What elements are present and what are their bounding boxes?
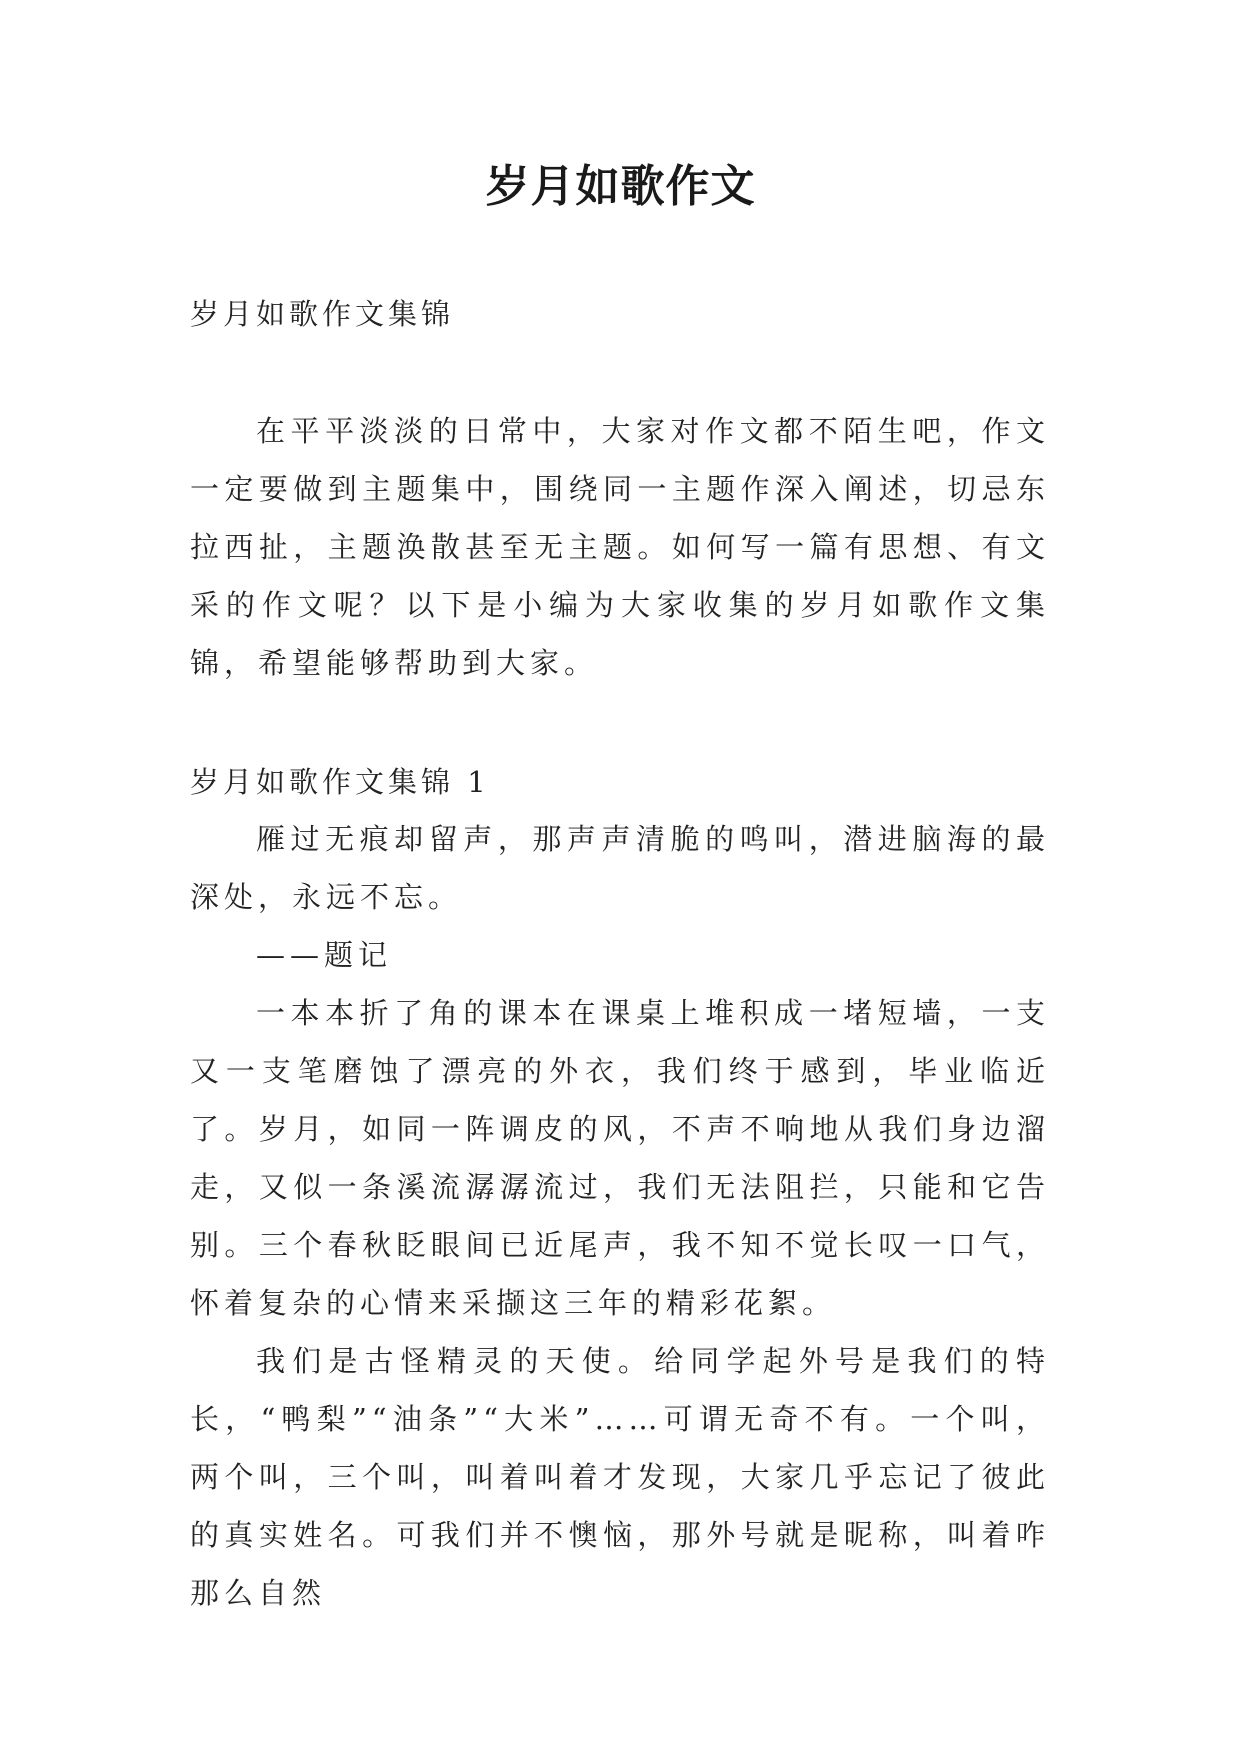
- section-heading: 岁月如歌作文集锦 1: [190, 765, 490, 799]
- document-subtitle: 岁月如歌作文集锦: [190, 297, 455, 331]
- body-paragraph: 一本本折了角的课本在课桌上堆积成一堵短墙，一支又一支笔磨蚀了漂亮的外衣，我们终于感到，毕业临近了。岁月，如同一阵调皮的风，不声不响地从我们身边溜走，又似一条溪流潺潺流过，我们无法阻拦，只能和它告别。三个春秋眨眼间已近尾声，我不知不觉长叹一口气，怀着复杂的心情来采撷这三年的精彩花絮。: [190, 996, 1050, 1320]
- document-title: 岁月如歌作文: [485, 161, 756, 212]
- section-body: [190, 810, 1050, 1622]
- intro-block: [190, 402, 1050, 692]
- intro-paragraph: 在平平淡淡的日常中，大家对作文都不陌生吧，作文一定要做到主题集中，围绕同一主题作深入阐述，切忌东拉西扯，主题涣散甚至无主题。如何写一篇有思想、有文采的作文呢？以下是小编为大家收集的岁月如歌作文集锦，希望能够帮助到大家。: [190, 414, 1050, 680]
- body-paragraph: 雁过无痕却留声，那声声清脆的鸣叫，潜进脑海的最深处，永远不忘。: [190, 822, 1050, 914]
- epigraph-signature: ——题记: [256, 938, 393, 972]
- body-paragraph: 我们是古怪精灵的天使。给同学起外号是我们的特长，“鸭梨”“油条”“大米”……可谓无奇不有。一个叫，两个叫，三个叫，叫着叫着才发现，大家几乎忘记了彼此的真实姓名。可我们并不懊恼，那外号就是昵称，叫着咋那么自然: [190, 1344, 1050, 1610]
